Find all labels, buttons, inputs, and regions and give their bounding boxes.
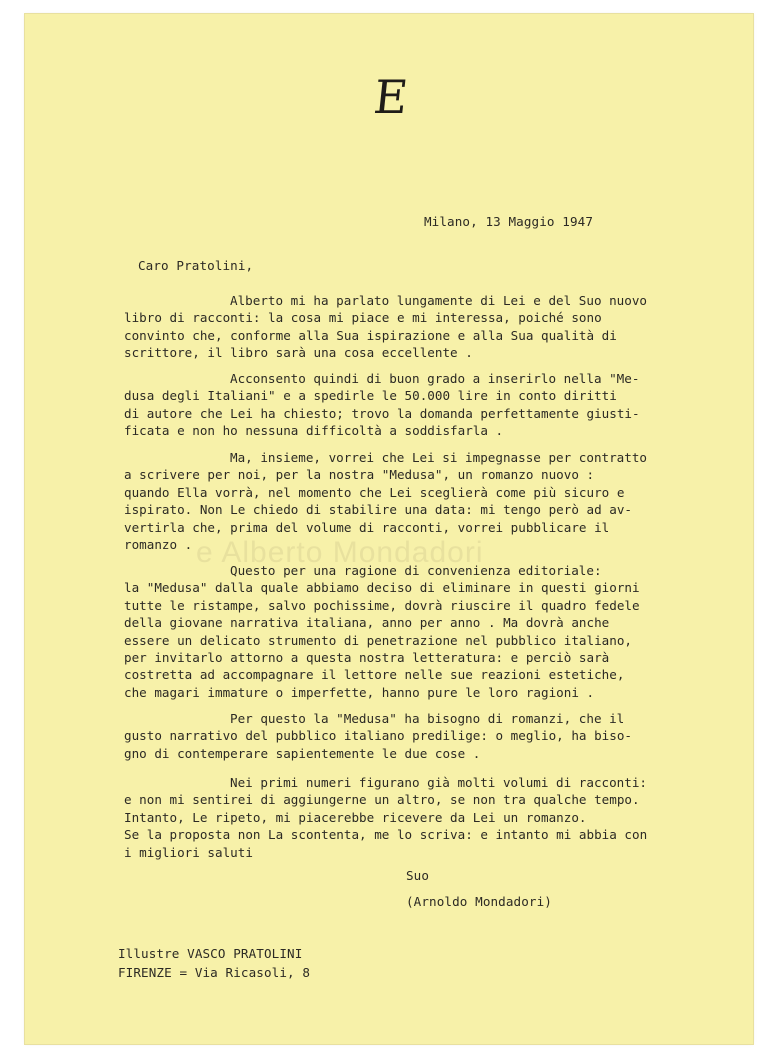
paragraph-line: Alberto mi ha parlato lungamente di Lei e del Suo nuovo [230, 293, 648, 308]
paragraph-line: gno di contemperare sapientemente le due cose . [124, 745, 481, 761]
paragraph-line: Nei primi numeri figurano già molti volumi di racconti: [230, 775, 648, 790]
paragraph-line: vertirla che, prima del volume di racconti, vorrei pubblicare il [124, 519, 610, 535]
paragraph-line: e non mi sentirei di aggiungerne un altro, se non tra qualche tempo. [124, 792, 640, 808]
paragraph-line: tutte le ristampe, salvo pochissime, dovrà riuscire il quadro fedele [124, 597, 640, 613]
paragraph-line: i migliori saluti [124, 844, 253, 860]
paragraph-1 [124, 292, 647, 362]
paragraph-line: Questo per una ragione di convenienza editoriale: [230, 563, 602, 578]
watermark: e Alberto Mondadori [196, 536, 484, 569]
paragraph-3 [124, 449, 647, 553]
paragraph-line: libro di racconti: la cosa mi piace e mi interessa, poiché sono [124, 310, 602, 326]
paragraph-line: della giovane narrativa italiana, anno per anno . Ma dovrà anche [124, 615, 610, 631]
paragraph-line: per invitarlo attorno a questa nostra letteratura: e perciò sarà [124, 650, 610, 666]
paragraph-line: dusa degli Italiani" e a spedirle le 50.000 lire in conto diritti [124, 388, 617, 404]
paragraph-line: Acconsento quindi di buon grado a inserirlo nella "Me- [230, 371, 640, 386]
paragraph-line: romanzo . [124, 537, 193, 553]
paragraph-6 [124, 774, 647, 861]
closing: Suo [406, 868, 430, 883]
paragraph-line: scrittore, il libro sarà una cosa eccellente . [124, 345, 473, 361]
paragraph-line: quando Ella vorrà, nel momento che Lei sceglierà come più sicuro e [124, 484, 625, 500]
paragraph-line: a scrivere per noi, per la nostra "Medusa", un romanzo nuovo : [124, 467, 595, 483]
paragraph-4 [124, 562, 640, 701]
paragraph-line: essere un delicato strumento di penetrazione nel pubblico italiano, [124, 632, 632, 648]
salutation: Caro Pratolini, [138, 258, 254, 273]
paragraph-line: gusto narrativo del pubblico italiano predilige: o meglio, ha biso- [124, 728, 632, 744]
paragraph-line: Ma, insieme, vorrei che Lei si impegnasse per contratto [230, 450, 648, 465]
paragraph-line: la "Medusa" dalla quale abbiamo deciso di eliminare in questi giorni [124, 580, 640, 596]
paragraph-line: ficata e non ho nessuna difficoltà a soddisfarla . [124, 423, 504, 439]
paragraph-line: Intanto, Le ripeto, mi piacerebbe ricevere da Lei un romanzo. [124, 809, 587, 825]
paragraph-line: ispirato. Non Le chiedo di stabilire una data: mi tengo però ad av- [124, 502, 632, 518]
date-line: Milano, 13 Maggio 1947 [424, 214, 594, 229]
paragraph-5 [124, 710, 632, 762]
paragraph-line: convinto che, conforme alla Sua ispirazione e alla Sua qualità di [124, 327, 617, 343]
handwritten-mark: E [371, 70, 411, 124]
addressee-line-2: FIRENZE = Via Ricasoli, 8 [118, 965, 311, 980]
paragraph-line: Se la proposta non La scontenta, me lo scriva: e intanto mi abbia con [124, 827, 648, 843]
paragraph-line: che magari immature o imperfette, hanno pure le loro ragioni . [124, 684, 595, 700]
paragraph-line: costretta ad accompagnare il lettore nelle sue reazioni estetiche, [124, 667, 625, 683]
paragraph-2 [124, 370, 640, 440]
addressee-line-1: Illustre VASCO PRATOLINI [118, 946, 303, 961]
signature: (Arnoldo Mondadori) [406, 894, 552, 909]
paragraph-line: di autore che Lei ha chiesto; trovo la domanda perfettamente giusti- [124, 405, 640, 421]
paragraph-line: Per questo la "Medusa" ha bisogno di romanzi, che il [230, 711, 625, 726]
